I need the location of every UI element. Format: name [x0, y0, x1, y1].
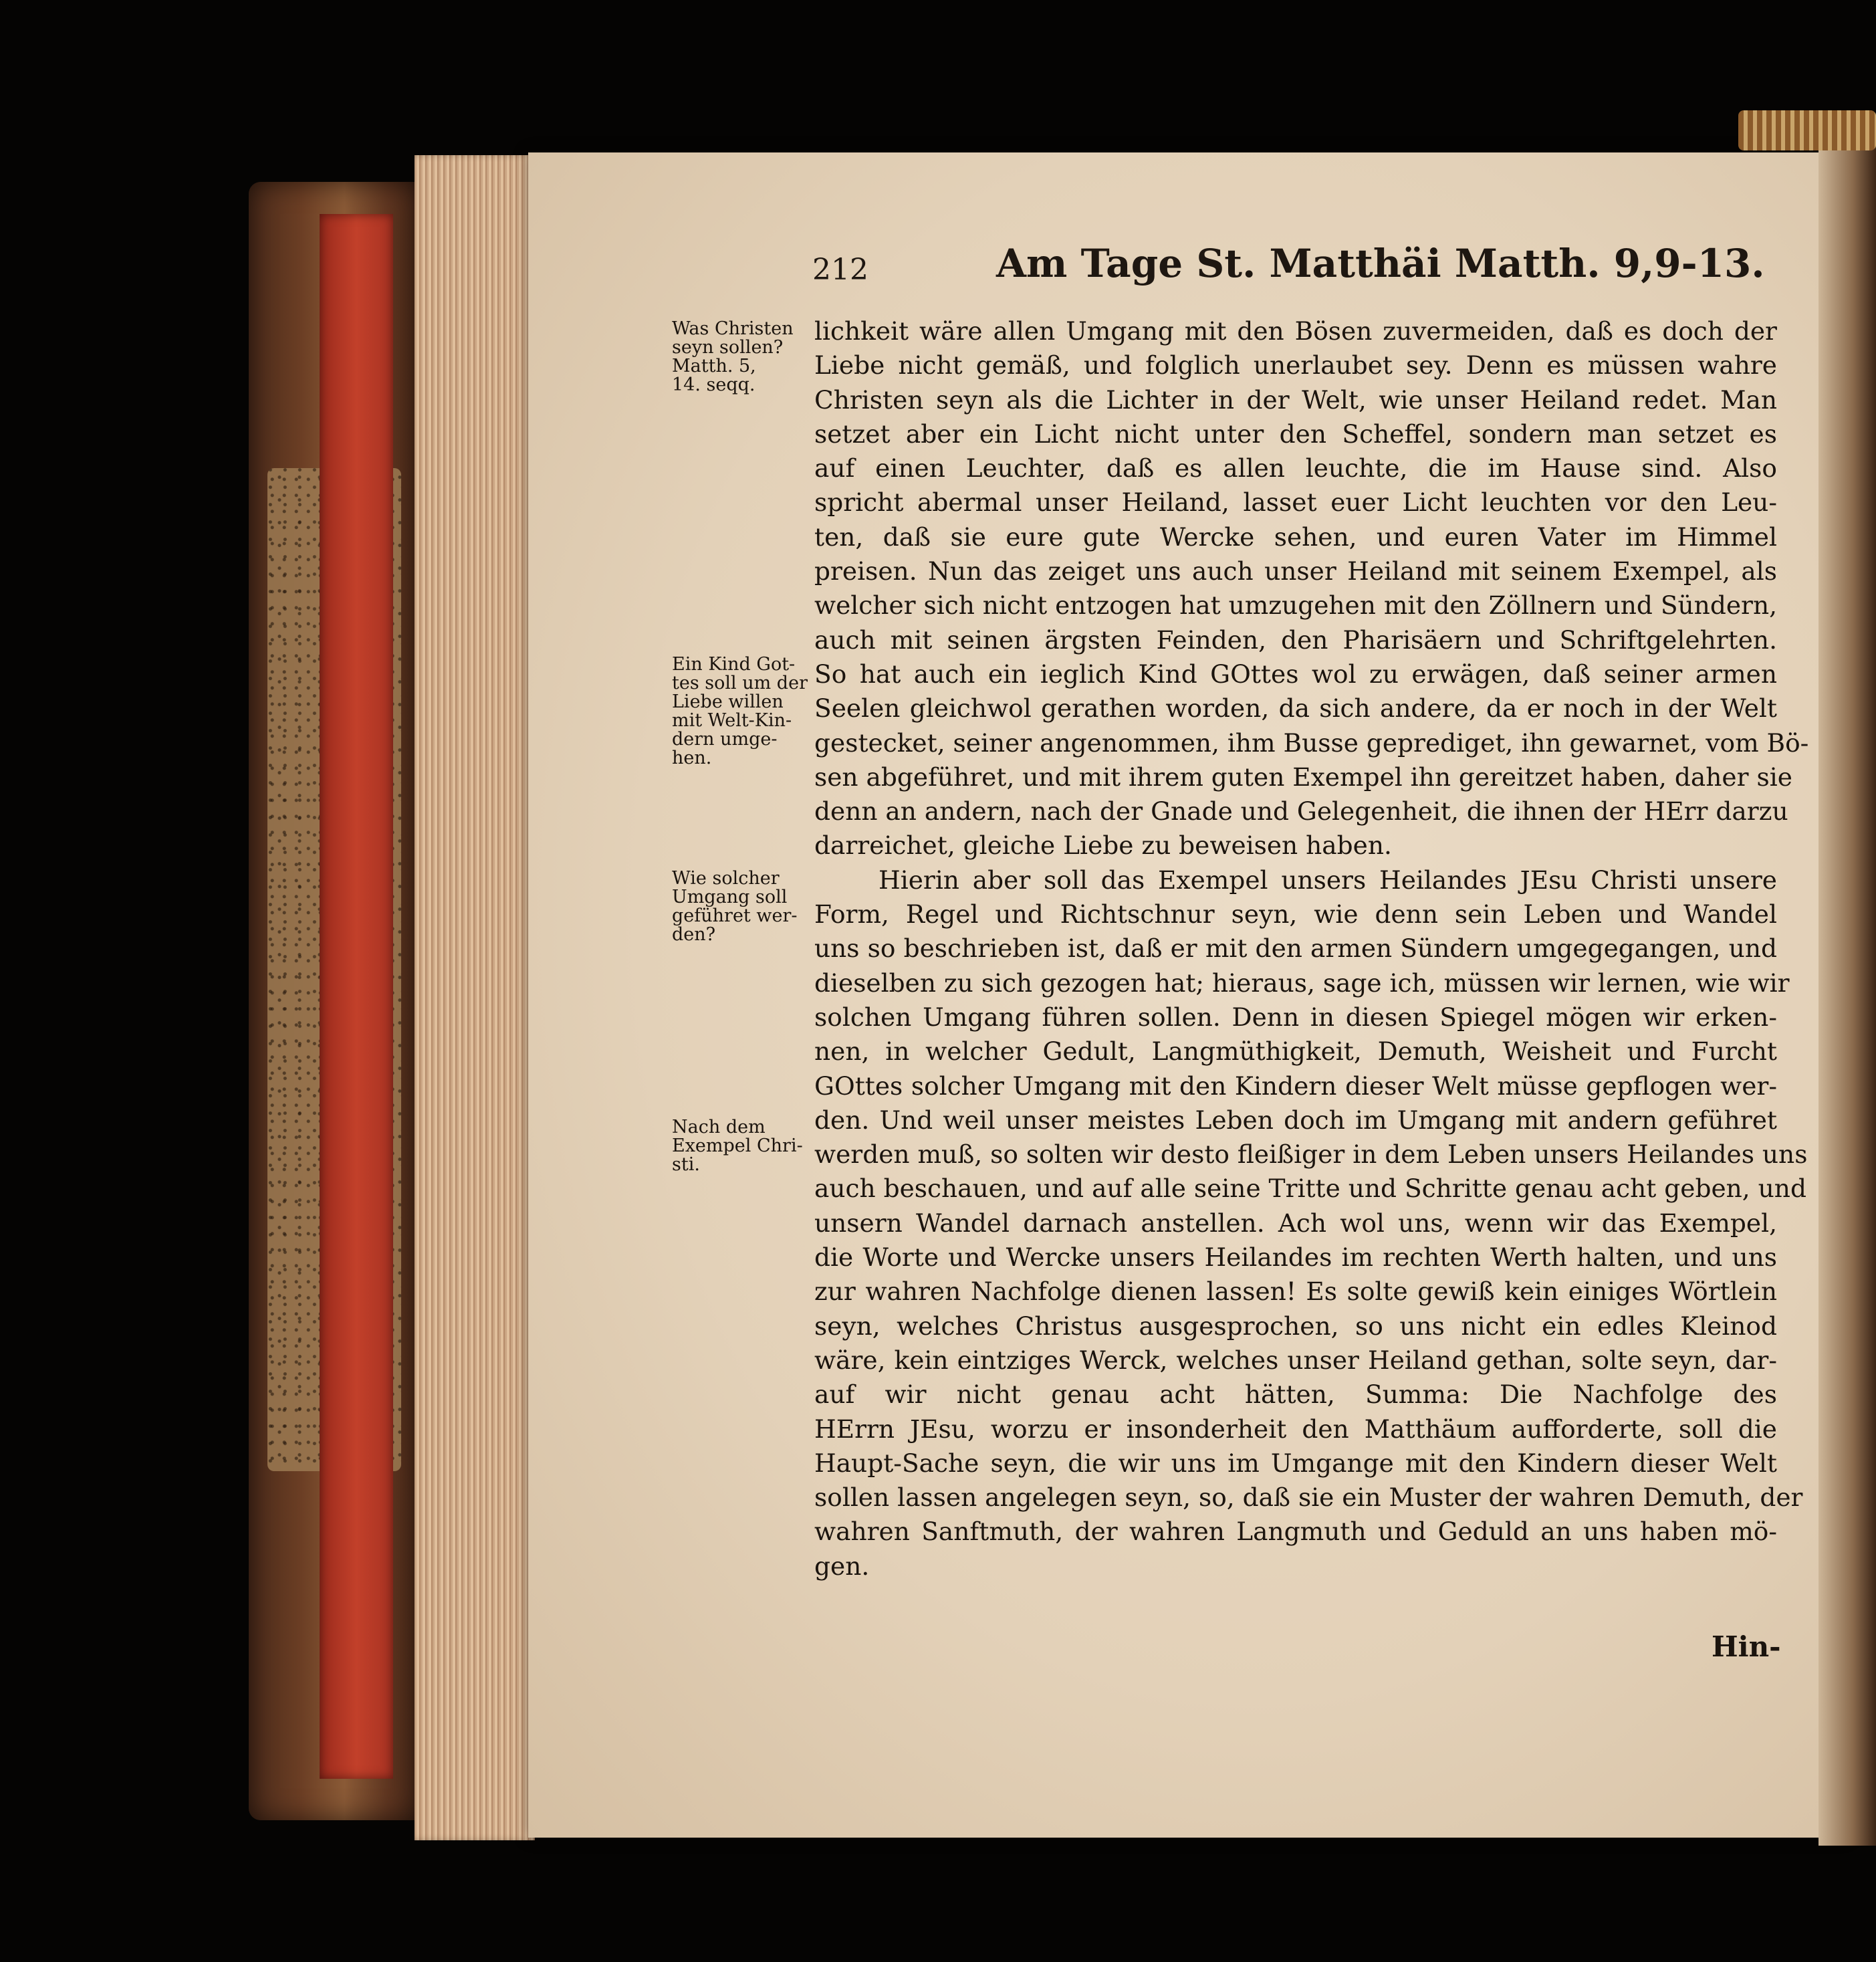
- margin-line: Matth. 5,: [672, 356, 756, 376]
- margin-line: seyn sollen?: [672, 337, 784, 358]
- margin-line: geführet wer-: [672, 905, 798, 926]
- text-line: Hierin aber soll das Exempel unsers Heilandes JEsu Christi unsere: [878, 865, 1777, 895]
- catchword: Hin-: [1712, 1630, 1781, 1663]
- margin-line: Wie solcher: [672, 868, 780, 889]
- text-line: HErrn JEsu, worzu er insonderheit den Matthäum aufforderte, soll die: [814, 1414, 1777, 1444]
- text-line: Christen seyn als die Lichter in der Welt, wie unser Heiland redet. Man: [814, 385, 1777, 415]
- margin-note-2: [672, 655, 816, 768]
- margin-line: mit Welt-Kin-: [672, 710, 792, 731]
- text-line: die Worte und Wercke unsers Heilandes im rechten Werth halten, und uns: [814, 1242, 1777, 1273]
- text-line: GOttes solcher Umgang mit den Kindern dieser Welt müsse gepflogen wer-: [814, 1071, 1777, 1101]
- text-line: ten, daß sie eure gute Wercke sehen, und euren Vater im Himmel: [814, 522, 1777, 552]
- text-line: Form, Regel und Richtschnur seyn, wie denn sein Leben und Wandel: [814, 899, 1777, 930]
- margin-line: sti.: [672, 1154, 700, 1175]
- margin-note-3: [672, 869, 816, 944]
- text-line: preisen. Nun das zeiget uns auch unser Heiland mit seinem Exempel, als: [814, 556, 1777, 586]
- text-line: Seelen gleichwol gerathen worden, da sich andere, da er noch in der Welt: [814, 693, 1777, 724]
- text-line: den. Und weil unser meistes Leben doch im Umgang mit andern geführet: [814, 1105, 1777, 1135]
- text-line: Liebe nicht gemäß, und folglich unerlaubet sey. Denn es müssen wahre: [814, 350, 1777, 380]
- text-line: auf wir nicht genau acht hätten, Summa: Die Nachfolge des: [814, 1380, 1777, 1410]
- text-line: seyn, welches Christus ausgesprochen, so uns nicht ein edles Kleinod: [814, 1311, 1777, 1341]
- text-line: welcher sich nicht entzogen hat umzugehen mit den Zöllnern und Sündern,: [814, 590, 1778, 621]
- margin-line: Exempel Chri-: [672, 1135, 803, 1156]
- margin-line: hen.: [672, 748, 712, 768]
- text-line: wäre, kein eintziges Werck, welches unser Heiland gethan, solte seyn, dar-: [814, 1345, 1777, 1375]
- text-line: Haupt-Sache seyn, die wir uns im Umgange mit den Kindern dieser Welt: [814, 1448, 1777, 1478]
- body-text: [814, 314, 1809, 1584]
- margin-line: Umgang soll: [672, 887, 788, 907]
- text-line: spricht abermal unser Heiland, lasset euer Licht leuchten vor den Leu-: [814, 487, 1777, 518]
- margin-line: tes soll um der: [672, 673, 808, 693]
- running-title: Am Tage St. Matthäi Matth. 9,9-13.: [996, 241, 1765, 286]
- margin-line: 14. seqq.: [672, 374, 755, 395]
- text-line: uns so beschrieben ist, daß er mit den armen Sündern umgegegangen, und: [814, 934, 1777, 964]
- text-line: auf einen Leuchter, daß es allen leuchte, die im Hause sind. Also: [814, 453, 1777, 483]
- margin-note-1: [672, 320, 816, 395]
- text-line: gestecket, seiner angenommen, ihm Busse geprediget, ihn gewarnet, vom Bö-: [814, 728, 1809, 758]
- text-line: werden muß, so solten wir desto fleißiger in dem Leben unsers Heilandes uns: [814, 1139, 1808, 1170]
- text-line: unsern Wandel darnach anstellen. Ach wol uns, wenn wir das Exempel,: [814, 1208, 1777, 1238]
- text-line: gen.: [814, 1551, 870, 1581]
- margin-line: Was Christen: [672, 318, 794, 339]
- text-line: setzet aber ein Licht nicht unter den Scheffel, sondern man setzet es: [814, 419, 1777, 449]
- margin-line: dern umge-: [672, 729, 778, 750]
- text-line: lichkeit wäre allen Umgang mit den Bösen zuvermeiden, daß es doch der: [814, 316, 1777, 346]
- text-line: nen, in welcher Gedult, Langmüthigkeit, Demuth, Weisheit und Furcht: [814, 1037, 1777, 1067]
- text-line: zur wahren Nachfolge dienen lassen! Es solte gewiß kein einiges Wörtlein: [814, 1277, 1777, 1307]
- text-line: denn an andern, nach der Gnade und Gelegenheit, die ihnen der HErr darzu: [814, 796, 1788, 827]
- text-line: So hat auch ein ieglich Kind GOttes wol zu erwägen, daß seiner armen: [814, 659, 1777, 689]
- text-line: sen abgeführet, und mit ihrem guten Exempel ihn gereitzet haben, daher sie: [814, 762, 1792, 792]
- text-line: darreichet, gleiche Liebe zu beweisen haben.: [814, 831, 1392, 861]
- text-line: sollen lassen angelegen seyn, so, daß sie ein Muster der wahren Demuth, der: [814, 1483, 1803, 1513]
- text-line: dieselben zu sich gezogen hat; hieraus, sage ich, müssen wir lernen, wie wir: [814, 968, 1790, 998]
- text-line: wahren Sanftmuth, der wahren Langmuth und Geduld an uns haben mö-: [814, 1517, 1777, 1547]
- text-line: auch beschauen, und auf alle seine Tritte und Schritte genau acht geben, und: [814, 1174, 1806, 1204]
- margin-line: Liebe willen: [672, 691, 784, 712]
- margin-line: den?: [672, 924, 716, 945]
- margin-line: Nach dem: [672, 1117, 766, 1137]
- margin-note-4: [672, 1118, 816, 1174]
- text-line: auch mit seinen ärgsten Feinden, den Pharisäern und Schriftgelehrten.: [814, 625, 1777, 655]
- page-number: 212: [812, 253, 868, 287]
- margin-line: Ein Kind Got-: [672, 654, 796, 675]
- text-line: solchen Umgang führen sollen. Denn in diesen Spiegel mögen wir erken-: [814, 1002, 1777, 1032]
